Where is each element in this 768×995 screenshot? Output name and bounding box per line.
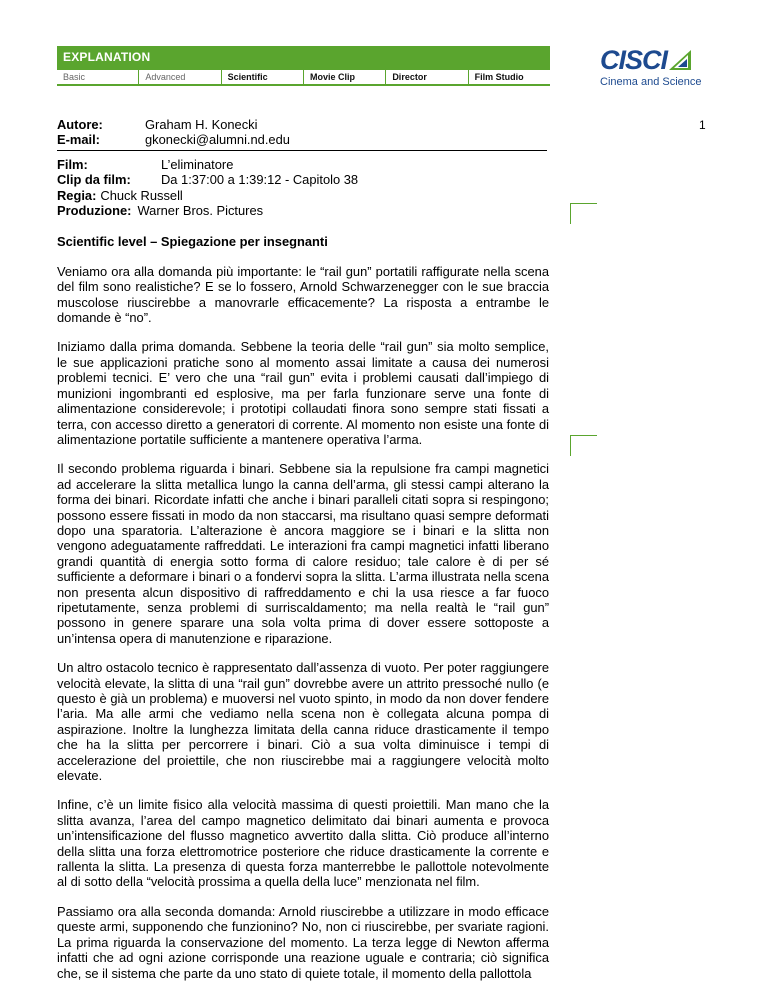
- tab-movie-clip[interactable]: Movie Clip: [303, 70, 385, 84]
- page-number: 1: [699, 118, 706, 132]
- film-title: L’eliminatore: [161, 156, 234, 172]
- author-name: Graham H. Konecki: [145, 117, 258, 132]
- produzione-label: Produzione:: [57, 203, 132, 219]
- produzione-row: [57, 203, 549, 218]
- logo-subtitle: Cinema and Science: [600, 76, 702, 88]
- explanation-banner: [57, 46, 550, 84]
- author-row: [57, 117, 549, 132]
- regia-value: Chuck Russell: [100, 187, 183, 203]
- film-label: Film:: [57, 156, 88, 172]
- cisci-logo: [600, 46, 710, 94]
- margin-mark: [570, 203, 597, 224]
- tab-advanced[interactable]: Advanced: [138, 70, 220, 84]
- regia-label: Regia:: [57, 187, 97, 203]
- clip-row: [57, 172, 549, 187]
- author-email: gkonecki@alumni.nd.edu: [145, 132, 290, 148]
- tab-scientific[interactable]: Scientific: [221, 70, 303, 84]
- tab-basic[interactable]: Basic: [63, 72, 86, 82]
- email-label: E-mail:: [57, 132, 100, 148]
- paragraph: Il secondo problema riguarda i binari. Sebbene sia la repulsione fra campi magnetici ad accelerare la slitta metallica lungo la canna dell’arma, gli stessi campi alterano la forma dei binari. Ricordate infatti che anche i binari paralleli citati sopra si respingono; possono essere fissati in modo da non staccarsi, ma risultano quasi sempre deformati dopo una sparatoria. L’alterazione è ancora maggiore se i binari e la slitta non vengono adeguatamente raffreddati. Le interazioni fra campi magnetici infatti liberano grandi quantità di energia sotto forma di calore residuo; tale calore è di per sé sufficiente a deformare i binari o a fondervi sopra la slitta. L’arma illustrata nella scena non presenta alcun dispositivo di raffreddamento e chi la usa riesce a far fuoco ripetutamente, senza problemi di surriscaldamento; ma nella realtà le “rail gun” possono in genere sparare una sola volta prima di dover essere sottoposte a un’intensa opera di manutenzione e riparazione.: [57, 461, 549, 646]
- clip-range: Da 1:37:00 a 1:39:12 - Capitolo 38: [161, 172, 359, 188]
- paragraph: Iniziamo dalla prima domanda. Sebbene la teoria delle “rail gun” sia molto semplice, le sue applicazioni pratiche sono al momento assai limitate a causa dei numerosi problemi tecnici. E’ vero che una “rail gun” evita i problemi causati dall’impiego di munizioni ingombranti ed esplosive, ma per farla funzionare serve una fonte di alimentazione considerevole; i prototipi collaudati finora sono sempre stati fissati a terra, con accesso diretto a generatori di corrente. Al momento non esiste una fonte di alimentazione portatile sufficiente a mantenere operativa l’arma.: [57, 339, 549, 447]
- logo-wordmark: CISCI: [600, 45, 668, 75]
- section-title: Scientific level – Spiegazione per insegnanti: [57, 234, 328, 250]
- divider: [57, 150, 547, 151]
- paragraph: Passiamo ora alla seconda domanda: Arnold riuscirebbe a utilizzare in modo efficace queste armi, supponendo che funzionino? No, non ci riuscirebbe, per svariate ragioni. La prima riguarda la conservazione del momento. La terza legge di Newton afferma infatti che ad ogni azione corrisponde una reazione uguale e contraria; ciò significa che, se il sistema che parte da uno stato di quiete totale, il momento della pallottola: [57, 903, 549, 981]
- tab-film-studio[interactable]: Film Studio: [468, 70, 550, 84]
- author-label: Autore:: [57, 117, 103, 132]
- level-tabs: [57, 70, 550, 86]
- logo-mark: [600, 46, 710, 74]
- banner-title: EXPLANATION: [63, 50, 151, 64]
- margin-mark: [570, 435, 597, 456]
- paragraph: Infine, c’è un limite fisico alla velocità massima di questi proiettili. Man mano che la slitta avanza, l’area del campo magnetico delimitato dai binari aumenta e provoca un’intensificazione del flusso magnetico avvertito dalla slitta. Ciò produce all’interno della slitta una forza elettromotrice posteriore che riduce drasticamente la corrente e rallenta la slitta. La presenza di questa forza manterrebbe le pallottole notevolmente al di sotto della “velocità prossima a quella della luce” menzionata nel film.: [57, 797, 549, 890]
- clip-label: Clip da film:: [57, 172, 131, 188]
- regia-row: [57, 188, 549, 203]
- tab-director[interactable]: Director: [385, 70, 467, 84]
- paragraph: Un altro ostacolo tecnico è rappresentato dall’assenza di vuoto. Per poter raggiungere velocità elevate, la slitta di una “rail gun” dovrebbe avere un attrito pressoché nullo (e questo è già un problema) e muoversi nel vuoto spinto, in modo da non dover fendere l’aria. Ma alle armi che vediamo nella scena non è collegata alcuna pompa di aspirazione. Inoltre la lunghezza limitata della canna riduce drasticamente il tempo che ha la slitta per percorrere i binari. Ciò a sua volta diminuisce i tempi di accelerazione del proiettile, che non riuscirebbe mai a raggiungere velocità molto elevate.: [57, 660, 549, 784]
- document-body: [57, 117, 549, 995]
- produzione-value: Warner Bros. Pictures: [137, 203, 264, 219]
- film-row: [57, 157, 549, 172]
- email-row: [57, 132, 549, 147]
- paragraph: Veniamo ora alla domanda più importante: le “rail gun” portatili raffigurate nella scena del film sono realistiche? E se lo fossero, Arnold Schwarzenegger con le sue braccia muscolose riuscirebbe a manovrarle efficacemente? La risposta a entrambe le domande è “no”.: [57, 263, 549, 326]
- logo-arrow-icon: [668, 48, 692, 72]
- banner-title-bar: [57, 46, 550, 70]
